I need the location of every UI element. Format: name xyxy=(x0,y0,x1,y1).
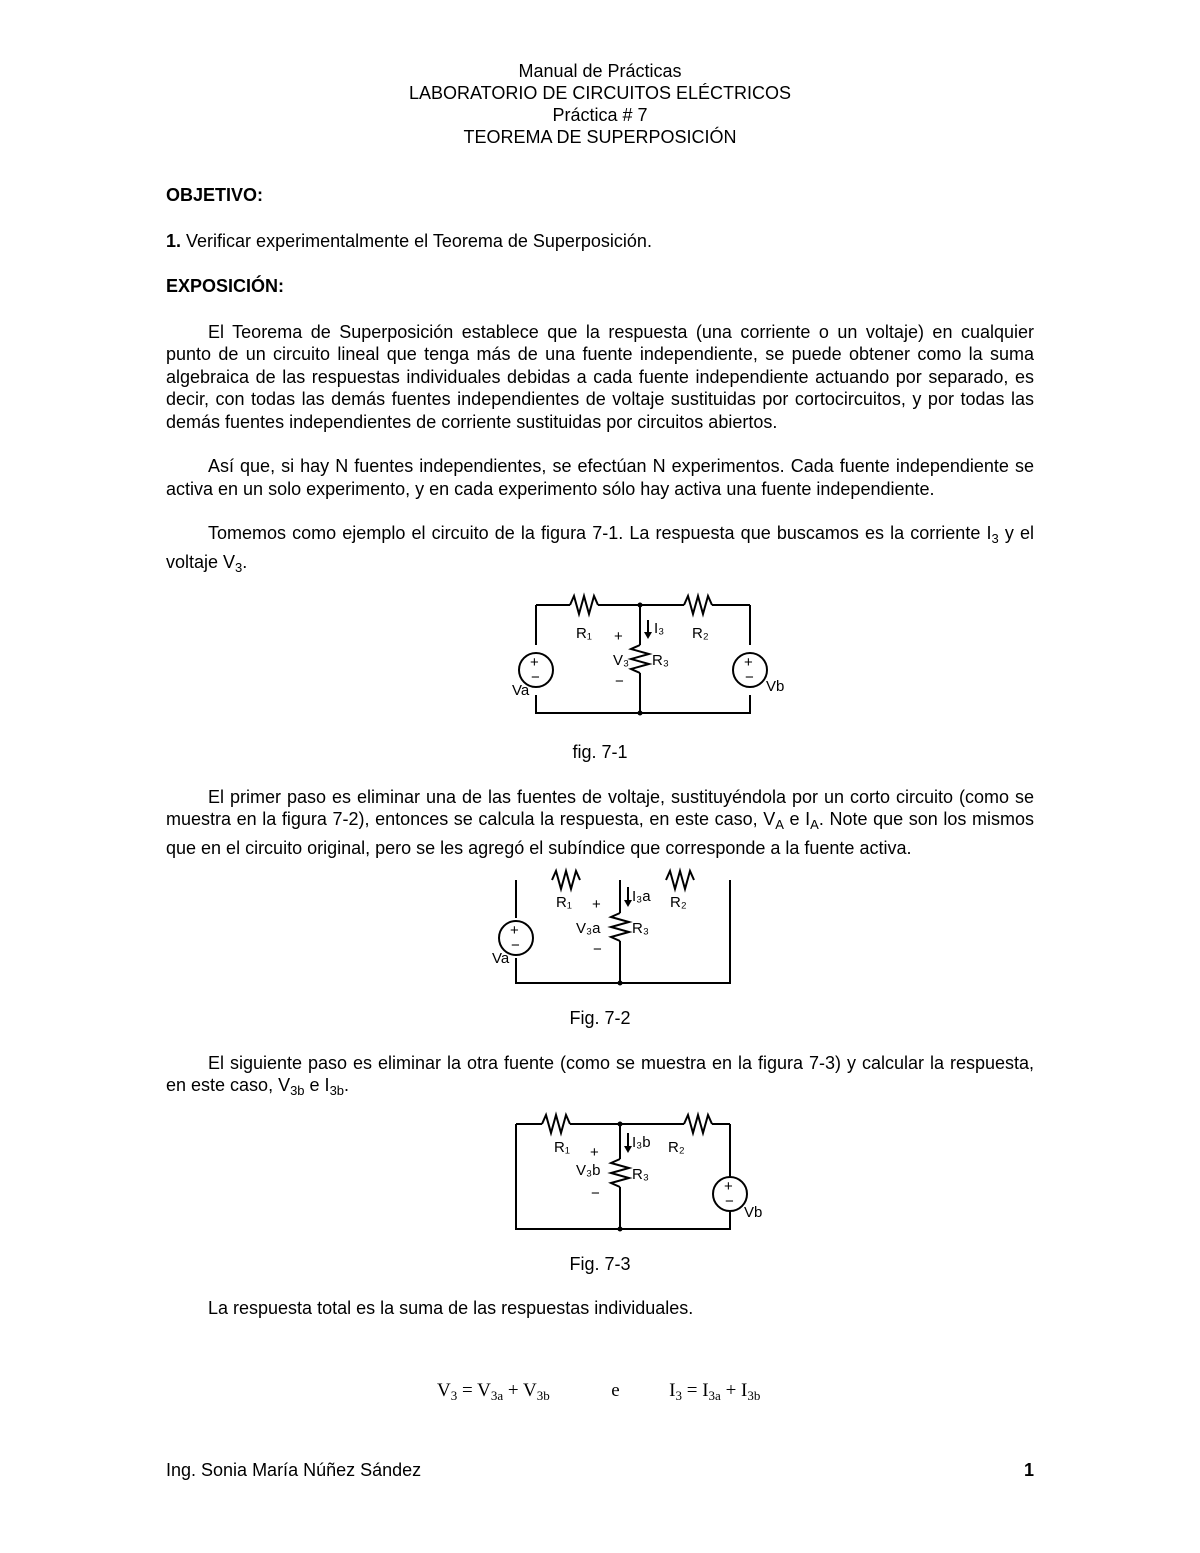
label-r3: R₃ xyxy=(632,1165,649,1183)
v3b-plus: + xyxy=(590,1143,599,1161)
footer-author: Ing. Sonia María Núñez Sández xyxy=(166,1460,422,1480)
exposition-paragraph-6: La respuesta total es la suma de las respuestas individuales. xyxy=(208,1298,694,1318)
resistor-r3 xyxy=(631,645,649,673)
superposition-formula xyxy=(437,1380,760,1404)
label-i3a: I₃a xyxy=(632,888,651,905)
header-title: TEOREMA DE SUPERPOSICIÓN xyxy=(463,127,737,147)
header-practice: Práctica # 7 xyxy=(552,105,648,125)
node-top xyxy=(638,603,643,608)
formula-v3b: V xyxy=(523,1380,537,1401)
p5-voltage-sub: 3b xyxy=(290,1083,305,1098)
formula-v3a: V xyxy=(477,1380,491,1401)
formula-v3-sub: 3 xyxy=(450,1388,458,1403)
p5-current-sub: 3b xyxy=(329,1083,345,1098)
label-r2: R₂ xyxy=(668,1138,685,1156)
exposition-paragraph-1: El Teorema de Superposición establece que la respuesta (una corriente o un voltaje) en cualquier punto de un circuito lineal que tenga más de una fuente independiente, se puede obtener como la suma algebraica de las respuestas individuales debidas a cada fuente independiente actuando por separado, es decir, con todas las demás fuentes independientes de voltaje sustituidas por cortocircuitos, y por todas las demás fuentes independientes de corriente sustituidas por circuitos abiertos. xyxy=(166,321,1034,432)
bottom-wire xyxy=(516,880,730,983)
resistor-r2 xyxy=(684,1115,712,1133)
label-r2: R₂ xyxy=(670,894,687,911)
resistor-r2 xyxy=(684,596,712,614)
caption-fig-7-2: Fig. 7-2 xyxy=(569,1008,631,1028)
exposition-paragraph-2: Así que, si hay N fuentes independientes, se efectúan N experimentos. Cada fuente independiente se activa en un solo experimento, y en cada experimento sólo hay activa una fuente independiente. xyxy=(166,456,1034,499)
formula-i3-sub: 3 xyxy=(675,1388,682,1403)
p3-text-b: y el voltaje V xyxy=(166,523,1034,572)
node-bottom xyxy=(618,981,623,986)
label-r1: R₁ xyxy=(556,894,572,911)
objective-item-text: Verificar experimentalmente el Teorema de Superposición. xyxy=(186,230,652,251)
label-r3: R₃ xyxy=(632,920,649,937)
document-page xyxy=(166,60,1034,1320)
caption-fig-7-1: fig. 7-1 xyxy=(572,742,628,762)
current-arrowhead xyxy=(624,1146,632,1153)
label-r3: R₃ xyxy=(652,652,669,669)
v3a-plus: + xyxy=(592,896,601,913)
current-arrowhead xyxy=(624,900,632,907)
label-vb: Vb xyxy=(766,678,785,695)
p4-text-a: El primer paso es eliminar una de las fuentes de voltaje, sustituyéndola por un corto circuito (como se muestra en la figura 7-2), entonces se calcula la respuesta, en este caso, V xyxy=(166,786,1034,829)
document-header xyxy=(166,60,1034,148)
circuit-figure-7-1 xyxy=(486,583,786,723)
p3-text-c: . xyxy=(242,551,248,572)
exposition-paragraph-4 xyxy=(166,786,1034,860)
label-r1: R₁ xyxy=(554,1138,570,1156)
v3-minus: − xyxy=(615,673,624,690)
label-vb: Vb xyxy=(744,1203,763,1221)
v3-plus: + xyxy=(614,628,623,645)
label-i3b: I₃b xyxy=(632,1133,651,1151)
formula-conjunction: e xyxy=(611,1380,620,1401)
node-top xyxy=(618,1121,623,1126)
formula-v3a-sub: 3a xyxy=(490,1388,504,1403)
resistor-r1 xyxy=(552,871,580,889)
node-bottom xyxy=(618,1226,623,1231)
p5-text-b: e I xyxy=(304,1075,330,1095)
current-arrowhead xyxy=(644,632,652,639)
p3-current-symbol: I xyxy=(986,523,992,543)
formula-v3: V xyxy=(437,1380,451,1401)
page-footer xyxy=(166,1460,1034,1481)
va-minus: − xyxy=(531,669,540,686)
objective-heading: OBJETIVO: xyxy=(166,185,264,205)
formula-eq2: = xyxy=(682,1380,703,1401)
objective-item xyxy=(166,230,1034,253)
label-v3a: V₃a xyxy=(576,920,601,937)
header-lab: LABORATORIO DE CIRCUITOS ELÉCTRICOS xyxy=(408,83,792,103)
circuit-figure-7-2 xyxy=(486,863,786,993)
p4-text-b: e I xyxy=(783,809,811,829)
v3b-minus: − xyxy=(591,1184,600,1202)
formula-plus1: + xyxy=(503,1380,523,1401)
resistor-r3 xyxy=(611,1159,629,1187)
label-va: Va xyxy=(512,682,530,699)
formula-i3: I xyxy=(669,1380,676,1401)
formula-i3a: I xyxy=(702,1380,709,1401)
resistor-r1 xyxy=(542,1115,570,1133)
vb-plus: + xyxy=(724,1177,733,1195)
label-va: Va xyxy=(492,950,510,967)
exposition-heading: EXPOSICIÓN: xyxy=(166,276,285,296)
p4-current-sub: A xyxy=(810,817,819,832)
objective-item-number: 1. xyxy=(166,230,182,251)
circuit-figure-7-3 xyxy=(496,1109,796,1239)
label-v3b: V₃b xyxy=(576,1161,601,1179)
resistor-r1 xyxy=(570,596,598,614)
footer-page-number: 1 xyxy=(1023,1460,1034,1480)
formula-i3b-sub: 3b xyxy=(747,1388,761,1403)
p5-text-a: El siguiente paso es eliminar la otra fuente (como se muestra en la figura 7-3) y calcular la respuesta, en este caso, V xyxy=(166,1052,1034,1095)
va-minus: − xyxy=(511,937,520,954)
formula-i3b: I xyxy=(741,1380,748,1401)
v3a-minus: − xyxy=(593,941,602,958)
vb-plus: + xyxy=(744,654,753,671)
p4-voltage-sub: A xyxy=(775,817,784,832)
header-manual: Manual de Prácticas xyxy=(518,61,682,81)
p3-current-sub: 3 xyxy=(991,531,999,546)
p3-text-a: Tomemos como ejemplo el circuito de la figura 7-1. La respuesta que buscamos es la corriente xyxy=(208,523,987,543)
bottom-wire xyxy=(536,695,750,713)
exposition-paragraph-3 xyxy=(166,522,1034,579)
label-v3: V₃ xyxy=(613,652,630,669)
formula-v3b-sub: 3b xyxy=(536,1388,550,1403)
formula-plus2: + xyxy=(720,1380,742,1401)
resistor-r2 xyxy=(666,871,694,889)
resistor-r3 xyxy=(611,913,629,941)
formula-i3a-sub: 3a xyxy=(708,1388,721,1403)
p4-text-c: . Note que son los mismos que en el circuito original, pero se les agregó el subíndice que corresponde a la fuente activa. xyxy=(166,809,1034,858)
exposition-paragraph-5 xyxy=(166,1052,1034,1103)
p5-text-c: . xyxy=(344,1075,350,1095)
va-plus: + xyxy=(530,654,539,671)
caption-fig-7-3: Fig. 7-3 xyxy=(569,1253,631,1274)
vb-minus: − xyxy=(725,1192,734,1210)
formula-eq1: = xyxy=(457,1380,478,1401)
vb-minus: − xyxy=(745,669,754,686)
node-bottom xyxy=(638,711,643,716)
label-r1: R₁ xyxy=(576,625,592,642)
label-r2: R₂ xyxy=(692,625,709,642)
label-i3: I₃ xyxy=(654,620,665,637)
p3-voltage-sub: 3 xyxy=(235,559,243,575)
va-plus: + xyxy=(510,922,519,939)
